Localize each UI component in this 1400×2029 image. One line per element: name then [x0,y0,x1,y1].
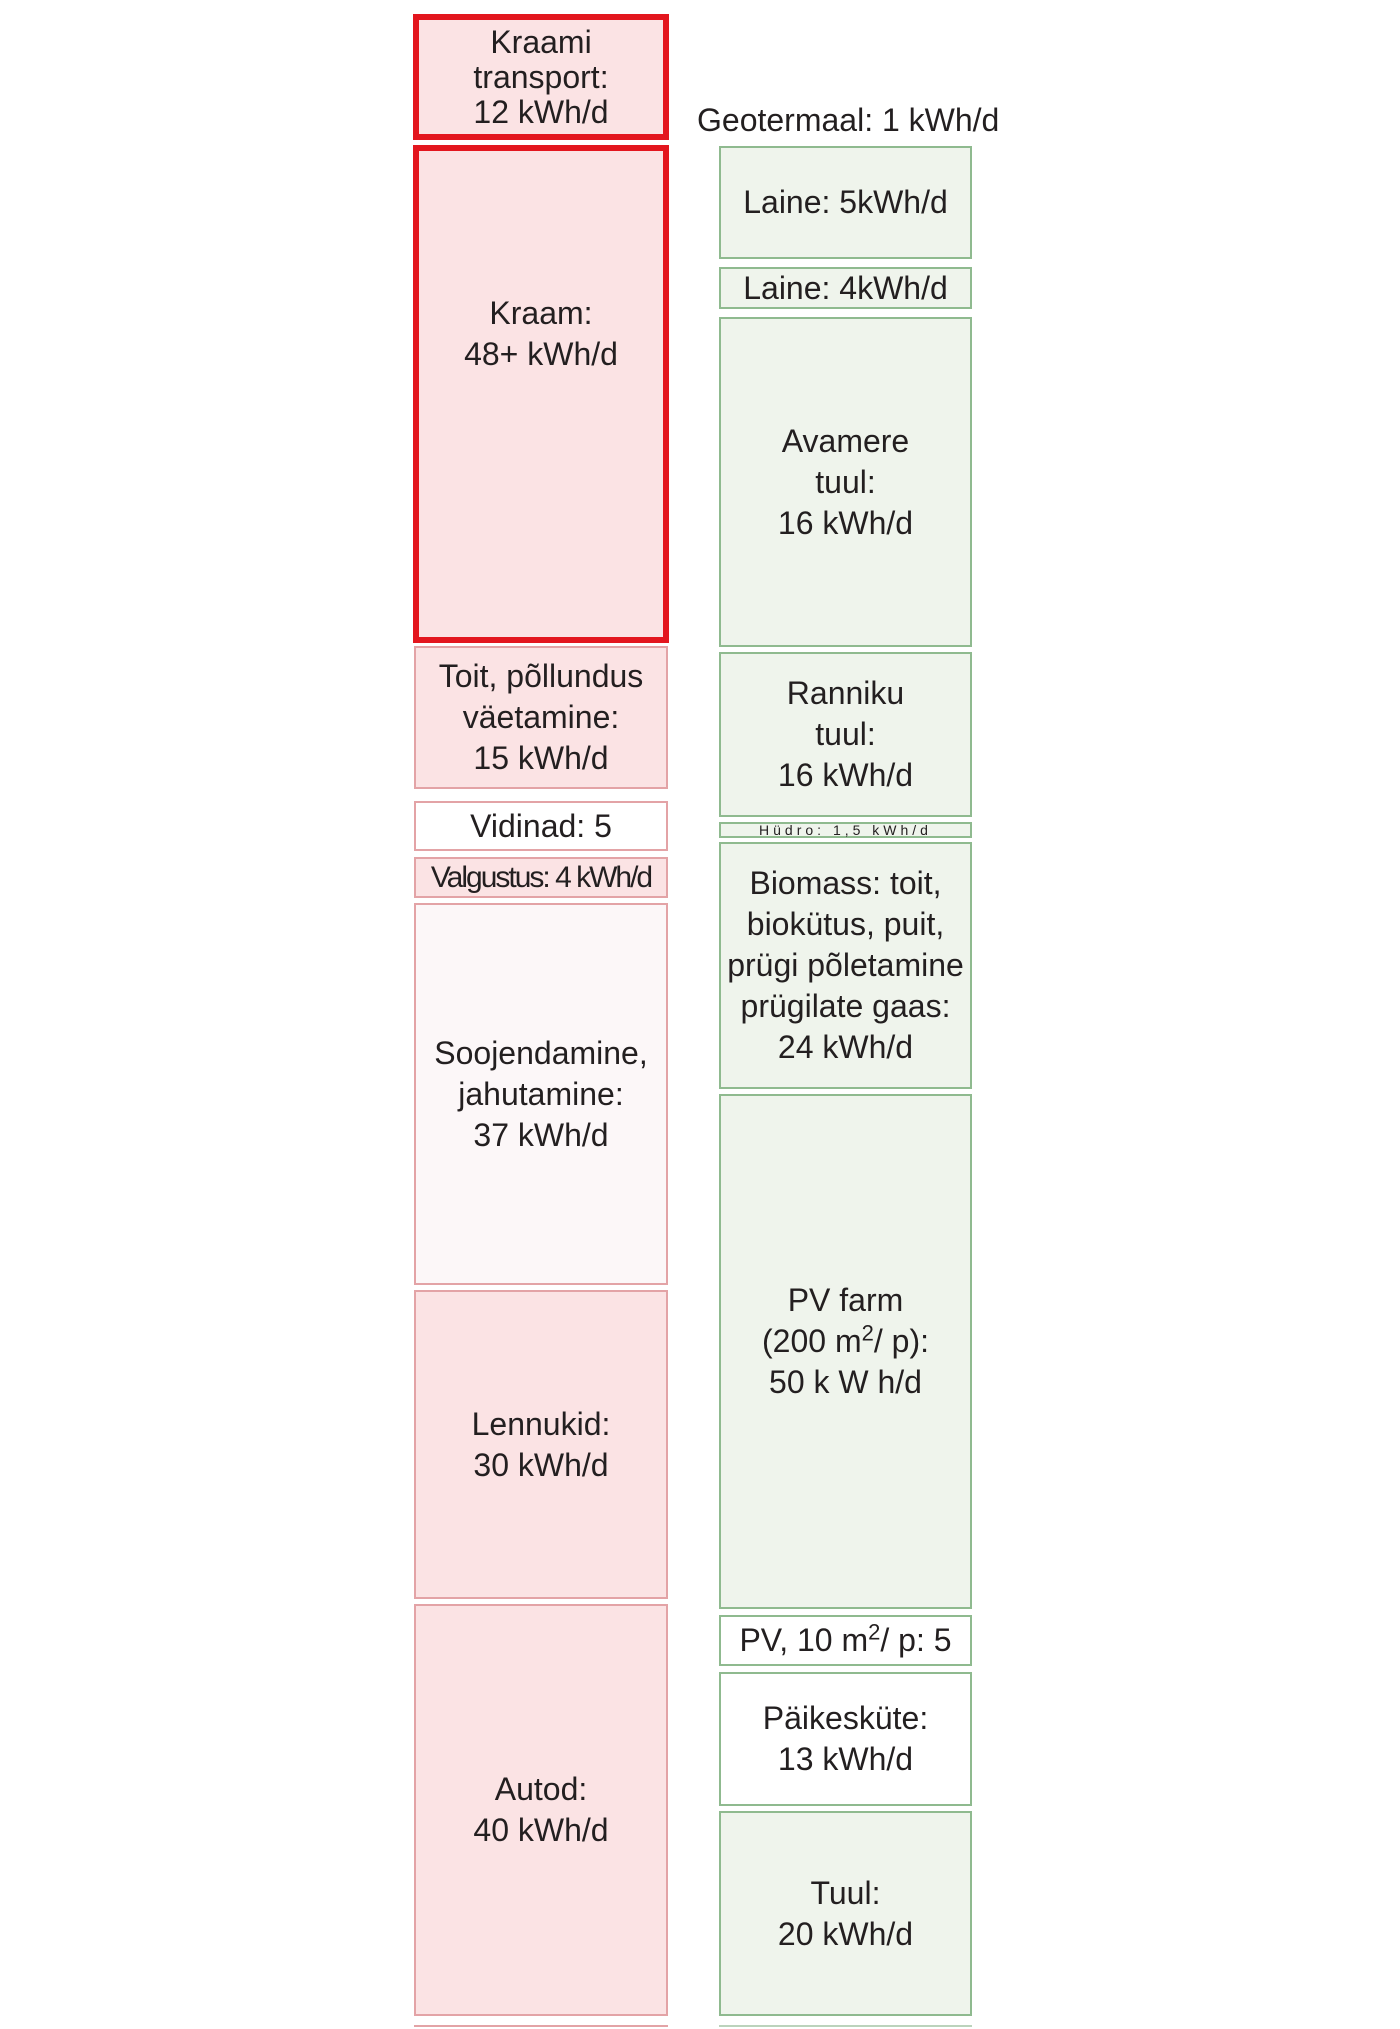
pv-farm-line3: 50 k W h/d [769,1364,922,1400]
pv-farm-area-text: (200 m [762,1323,862,1359]
ranniku-tuul-label: Ranniku tuul: 16 kWh/d [777,675,914,793]
kraami-transport-label: Kraami transport: 12 kWh/d [473,23,609,130]
avamere-tuul-label: Avamere tuul: 16 kWh/d [777,422,914,541]
lennukid-label: Lennukid: 30 kWh/d [471,1405,611,1483]
biomass-block [719,842,972,1089]
paikeskute-label: Päikesküte: 13 kWh/d [762,1700,929,1777]
laine-4-label: Laine: 4kWh/d [743,269,948,306]
laine-5-label: Laine: 5kWh/d [743,184,948,220]
geotermaal-label: Geotermaal: 1 kWh/d [697,102,1000,138]
pv-small-block [719,1615,972,1666]
vidinad-block [414,801,668,851]
consumption-baseline [414,2025,668,2027]
soojendamine-label: Soojendamine, jahutamine: 37 kWh/d [434,1034,648,1153]
pv-farm-line2 [762,1321,929,1362]
vidinad-label: Vidinad: 5 [470,807,612,844]
pv-small-value-text: / p: 5 [880,1622,952,1658]
tuul-block [719,1811,972,2016]
lennukid-block [414,1290,668,1599]
laine-5-block [719,146,972,259]
paikeskute-block [719,1672,972,1806]
toit-label: Toit, põllundus väetamine: 15 kWh/d [438,658,644,776]
production-baseline [719,2025,972,2027]
hudro-label: Hüdro: 1,5 kWh/d [759,822,932,838]
kraami-transport-block [413,14,669,140]
pv-farm-per-person-text: / p): [873,1323,929,1359]
pv-small-superscript: 2 [868,1619,881,1645]
autod-block [414,1604,668,2016]
valgustus-block [414,857,668,898]
avamere-tuul-block [719,317,972,647]
pv-small-area-text: PV, 10 m [739,1622,869,1658]
hudro-block [719,822,972,838]
tuul-label: Tuul: 20 kWh/d [777,1874,914,1952]
pv-farm-block [719,1094,972,1609]
ranniku-tuul-block [719,652,972,817]
valgustus-label: Valgustus: 4 kWh/d [430,861,652,894]
laine-4-block [719,267,972,309]
toit-block [414,646,668,789]
pv-farm-line1: PV farm [787,1282,904,1318]
pv-small-label [739,1620,951,1661]
kraam-label: Kraam: 48+ kWh/d [464,295,618,372]
pv-farm-superscript: 2 [861,1320,874,1346]
kraam-block [413,145,669,643]
soojendamine-block [414,903,668,1285]
biomass-label: Biomass: toit, biokütus, puit, prügi põletamine prügilate gaas: 24 kWh/d [727,865,964,1065]
autod-label: Autod: 40 kWh/d [473,1771,609,1848]
